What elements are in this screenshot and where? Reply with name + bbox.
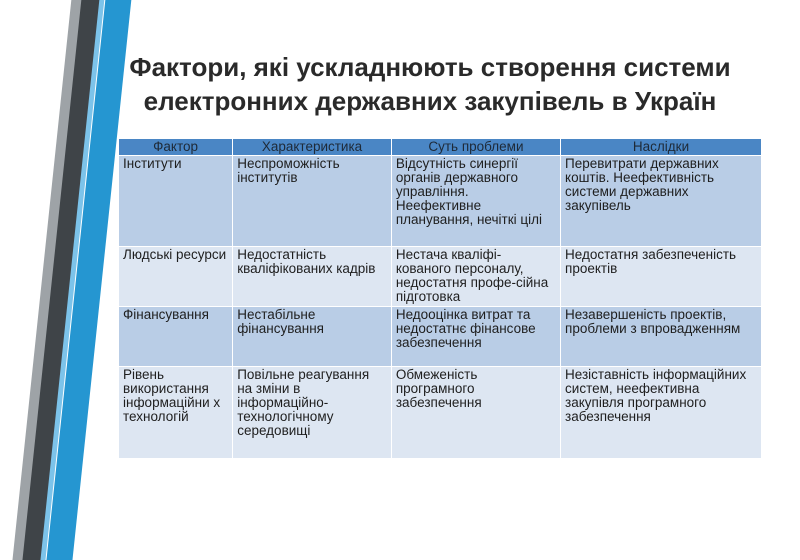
cell-problem: Недооцінка витрат та недостатнє фінансове забезпечення <box>391 307 560 367</box>
cell-consequence: Перевитрати державних коштів. Неефективність системи державних закупівель <box>561 156 762 247</box>
cell-factor: Рівень використання інформаційни х технологій <box>119 367 233 459</box>
table-row <box>119 156 762 247</box>
table-row <box>119 247 762 307</box>
table-row <box>119 367 762 459</box>
cell-characteristic: Повільне реагування на зміни в інформаційно-технологічному середовищі <box>233 367 392 459</box>
factors-table <box>118 138 762 459</box>
cell-problem: Відсутність синергії органів державного управління. Неефективне планування, нечіткі цілі <box>391 156 560 247</box>
header-factor: Фактор <box>119 139 233 156</box>
table-header-row <box>119 139 762 156</box>
slide-title-line-2: електронних державних закупівель в Україн <box>143 86 717 116</box>
table-row <box>119 307 762 367</box>
header-characteristic: Характеристика <box>233 139 392 156</box>
cell-characteristic: Неспроможність інститутів <box>233 156 392 247</box>
cell-characteristic: Нестабільне фінансування <box>233 307 392 367</box>
cell-problem: Обмеженість програмного забезпечення <box>391 367 560 459</box>
cell-problem: Нестача кваліфі-кованого персоналу, недостатня профе-сійна підготовка <box>391 247 560 307</box>
cell-consequence: Недостатня забезпеченість проектів <box>561 247 762 307</box>
cell-factor: Людські ресурси <box>119 247 233 307</box>
cell-factor: Інститути <box>119 156 233 247</box>
cell-factor: Фінансування <box>119 307 233 367</box>
header-consequences: Наслідки <box>561 139 762 156</box>
slide-title <box>100 50 760 118</box>
cell-consequence: Незавершеність проектів, проблеми з впровадженням <box>561 307 762 367</box>
cell-characteristic: Недостатність кваліфікованих кадрів <box>233 247 392 307</box>
slide-title-line-1: Фактори, які ускладнюють створення системи <box>129 52 731 82</box>
cell-consequence: Незіставність інформаційних систем, неефективна закупівля програмного забезпечення <box>561 367 762 459</box>
header-problem-essence: Суть проблеми <box>391 139 560 156</box>
